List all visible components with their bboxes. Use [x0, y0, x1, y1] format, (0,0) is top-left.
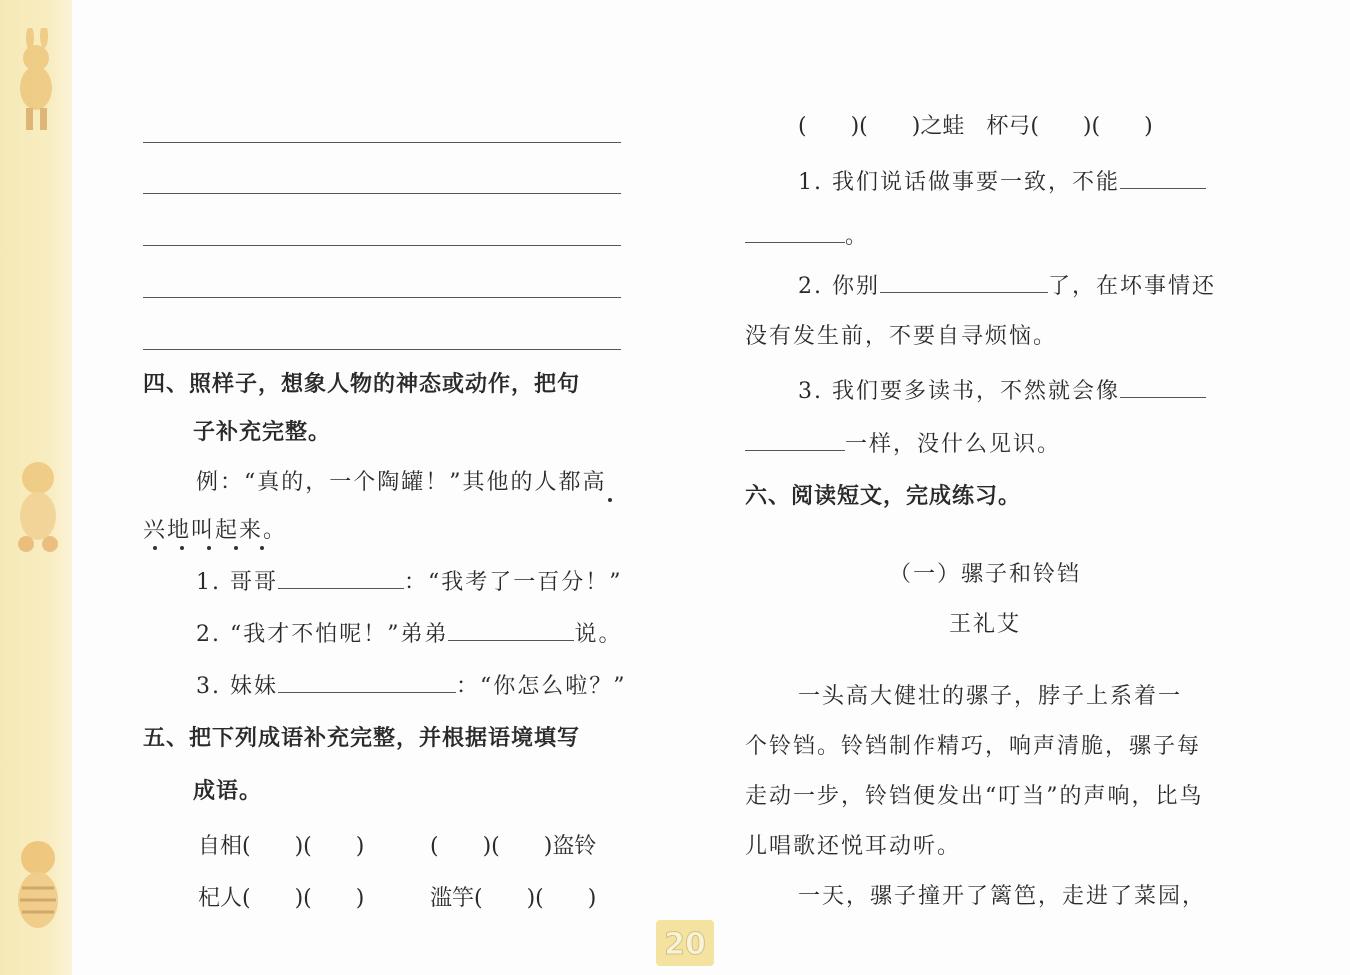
- item2-prefix: 2. “我才不怕呢！”弟弟: [196, 622, 449, 647]
- emphasis-dot: [234, 546, 238, 550]
- q1-text: 1. 我们说话做事要一致，不能: [798, 170, 1120, 195]
- story-paragraph-1-line-2: 个铃铛。铃铛制作精巧，响声清脆，骡子每: [745, 734, 1202, 759]
- story-paragraph-1-line-1: 一头高大健壮的骡子，脖子上系着一: [798, 684, 1183, 709]
- idiom-row-3: ( )( )之蛙 杯弓( )( ): [798, 114, 1153, 139]
- rabbit-mascot-icon: [6, 28, 70, 138]
- emphasis-dot: [153, 546, 157, 550]
- question-3-cont: [745, 428, 1061, 460]
- page-number: 20: [656, 920, 714, 966]
- writing-line-2[interactable]: [143, 193, 621, 194]
- q3-blank-a[interactable]: [1120, 375, 1206, 398]
- question-1-cont: [745, 220, 869, 252]
- item3-blank[interactable]: [278, 670, 456, 693]
- tiger-mascot-icon: [6, 830, 70, 940]
- item1-blank[interactable]: [278, 566, 404, 589]
- q3-text: 3. 我们要多读书，不然就会像: [798, 379, 1120, 404]
- q2-blank[interactable]: [880, 270, 1048, 293]
- question-1: [798, 166, 1206, 198]
- section5-title-cont: 成语。: [193, 779, 263, 804]
- story-paragraph-2-line-1: 一天，骡子撞开了篱笆，走进了菜园，: [798, 884, 1207, 909]
- q3-end: 一样，没什么见识。: [845, 432, 1062, 457]
- idiom-row-1b: ( )( )盗铃: [430, 834, 597, 859]
- section4-title-cont: 子补充完整。: [193, 420, 332, 445]
- section6-title: 六、阅读短文，完成练习。: [745, 484, 1022, 509]
- item3-prefix: 3. 妹妹: [196, 674, 278, 699]
- item2-blank[interactable]: [448, 618, 574, 641]
- story-author: 王礼艾: [948, 612, 1021, 637]
- item3-suffix: ：“你怎么啦？”: [455, 674, 627, 699]
- decorative-side-strip: [0, 0, 72, 975]
- writing-line-5[interactable]: [143, 349, 621, 350]
- emphasis-dot: [180, 546, 184, 550]
- idiom-row-1a: 自相( )( ): [198, 834, 365, 859]
- q2-suffix: 了，在坏事情还: [1047, 274, 1216, 299]
- item2-suffix: 说。: [574, 622, 623, 647]
- exercise-item-1: [196, 566, 622, 598]
- story-title: （一）骡子和铃铛: [888, 562, 1081, 587]
- story-paragraph-1-line-3: 走动一步，铃铛便发出“叮当”的声响，比鸟: [745, 784, 1204, 809]
- emphasis-dot: [260, 546, 264, 550]
- q3-blank-b[interactable]: [745, 428, 845, 451]
- cartoon-character-icon: [6, 448, 70, 558]
- exercise-item-2: [196, 618, 623, 650]
- writing-line-1[interactable]: [143, 142, 621, 143]
- writing-line-3[interactable]: [143, 245, 621, 246]
- example-line-2: 兴地叫起来。: [143, 518, 288, 543]
- section5-title: 五、把下列成语补充完整，并根据语境填写: [143, 726, 581, 751]
- story-paragraph-1-line-4: 儿唱歌还悦耳动听。: [745, 834, 962, 859]
- exercise-item-3: [196, 670, 626, 702]
- section4-title: 四、照样子，想象人物的神态或动作，把句: [143, 372, 581, 397]
- writing-line-4[interactable]: [143, 297, 621, 298]
- item1-suffix: ：“我考了一百分！”: [403, 570, 623, 595]
- idiom-row-2b: 滥竽( )( ): [430, 886, 597, 911]
- emphasis-dot: [608, 498, 612, 502]
- idiom-row-2a: 杞人( )( ): [198, 886, 365, 911]
- q1-blank-b[interactable]: [745, 220, 845, 243]
- question-2-cont: 没有发生前，不要自寻烦恼。: [745, 324, 1058, 349]
- question-3: [798, 375, 1206, 407]
- question-2: [798, 270, 1216, 302]
- q1-end: 。: [845, 224, 870, 249]
- emphasis-dot: [207, 546, 211, 550]
- example-line-1: 例：“真的，一个陶罐！”其他的人都高: [196, 470, 607, 495]
- q2-text: 2. 你别: [798, 274, 880, 299]
- q1-blank-a[interactable]: [1120, 166, 1206, 189]
- item1-prefix: 1. 哥哥: [196, 570, 278, 595]
